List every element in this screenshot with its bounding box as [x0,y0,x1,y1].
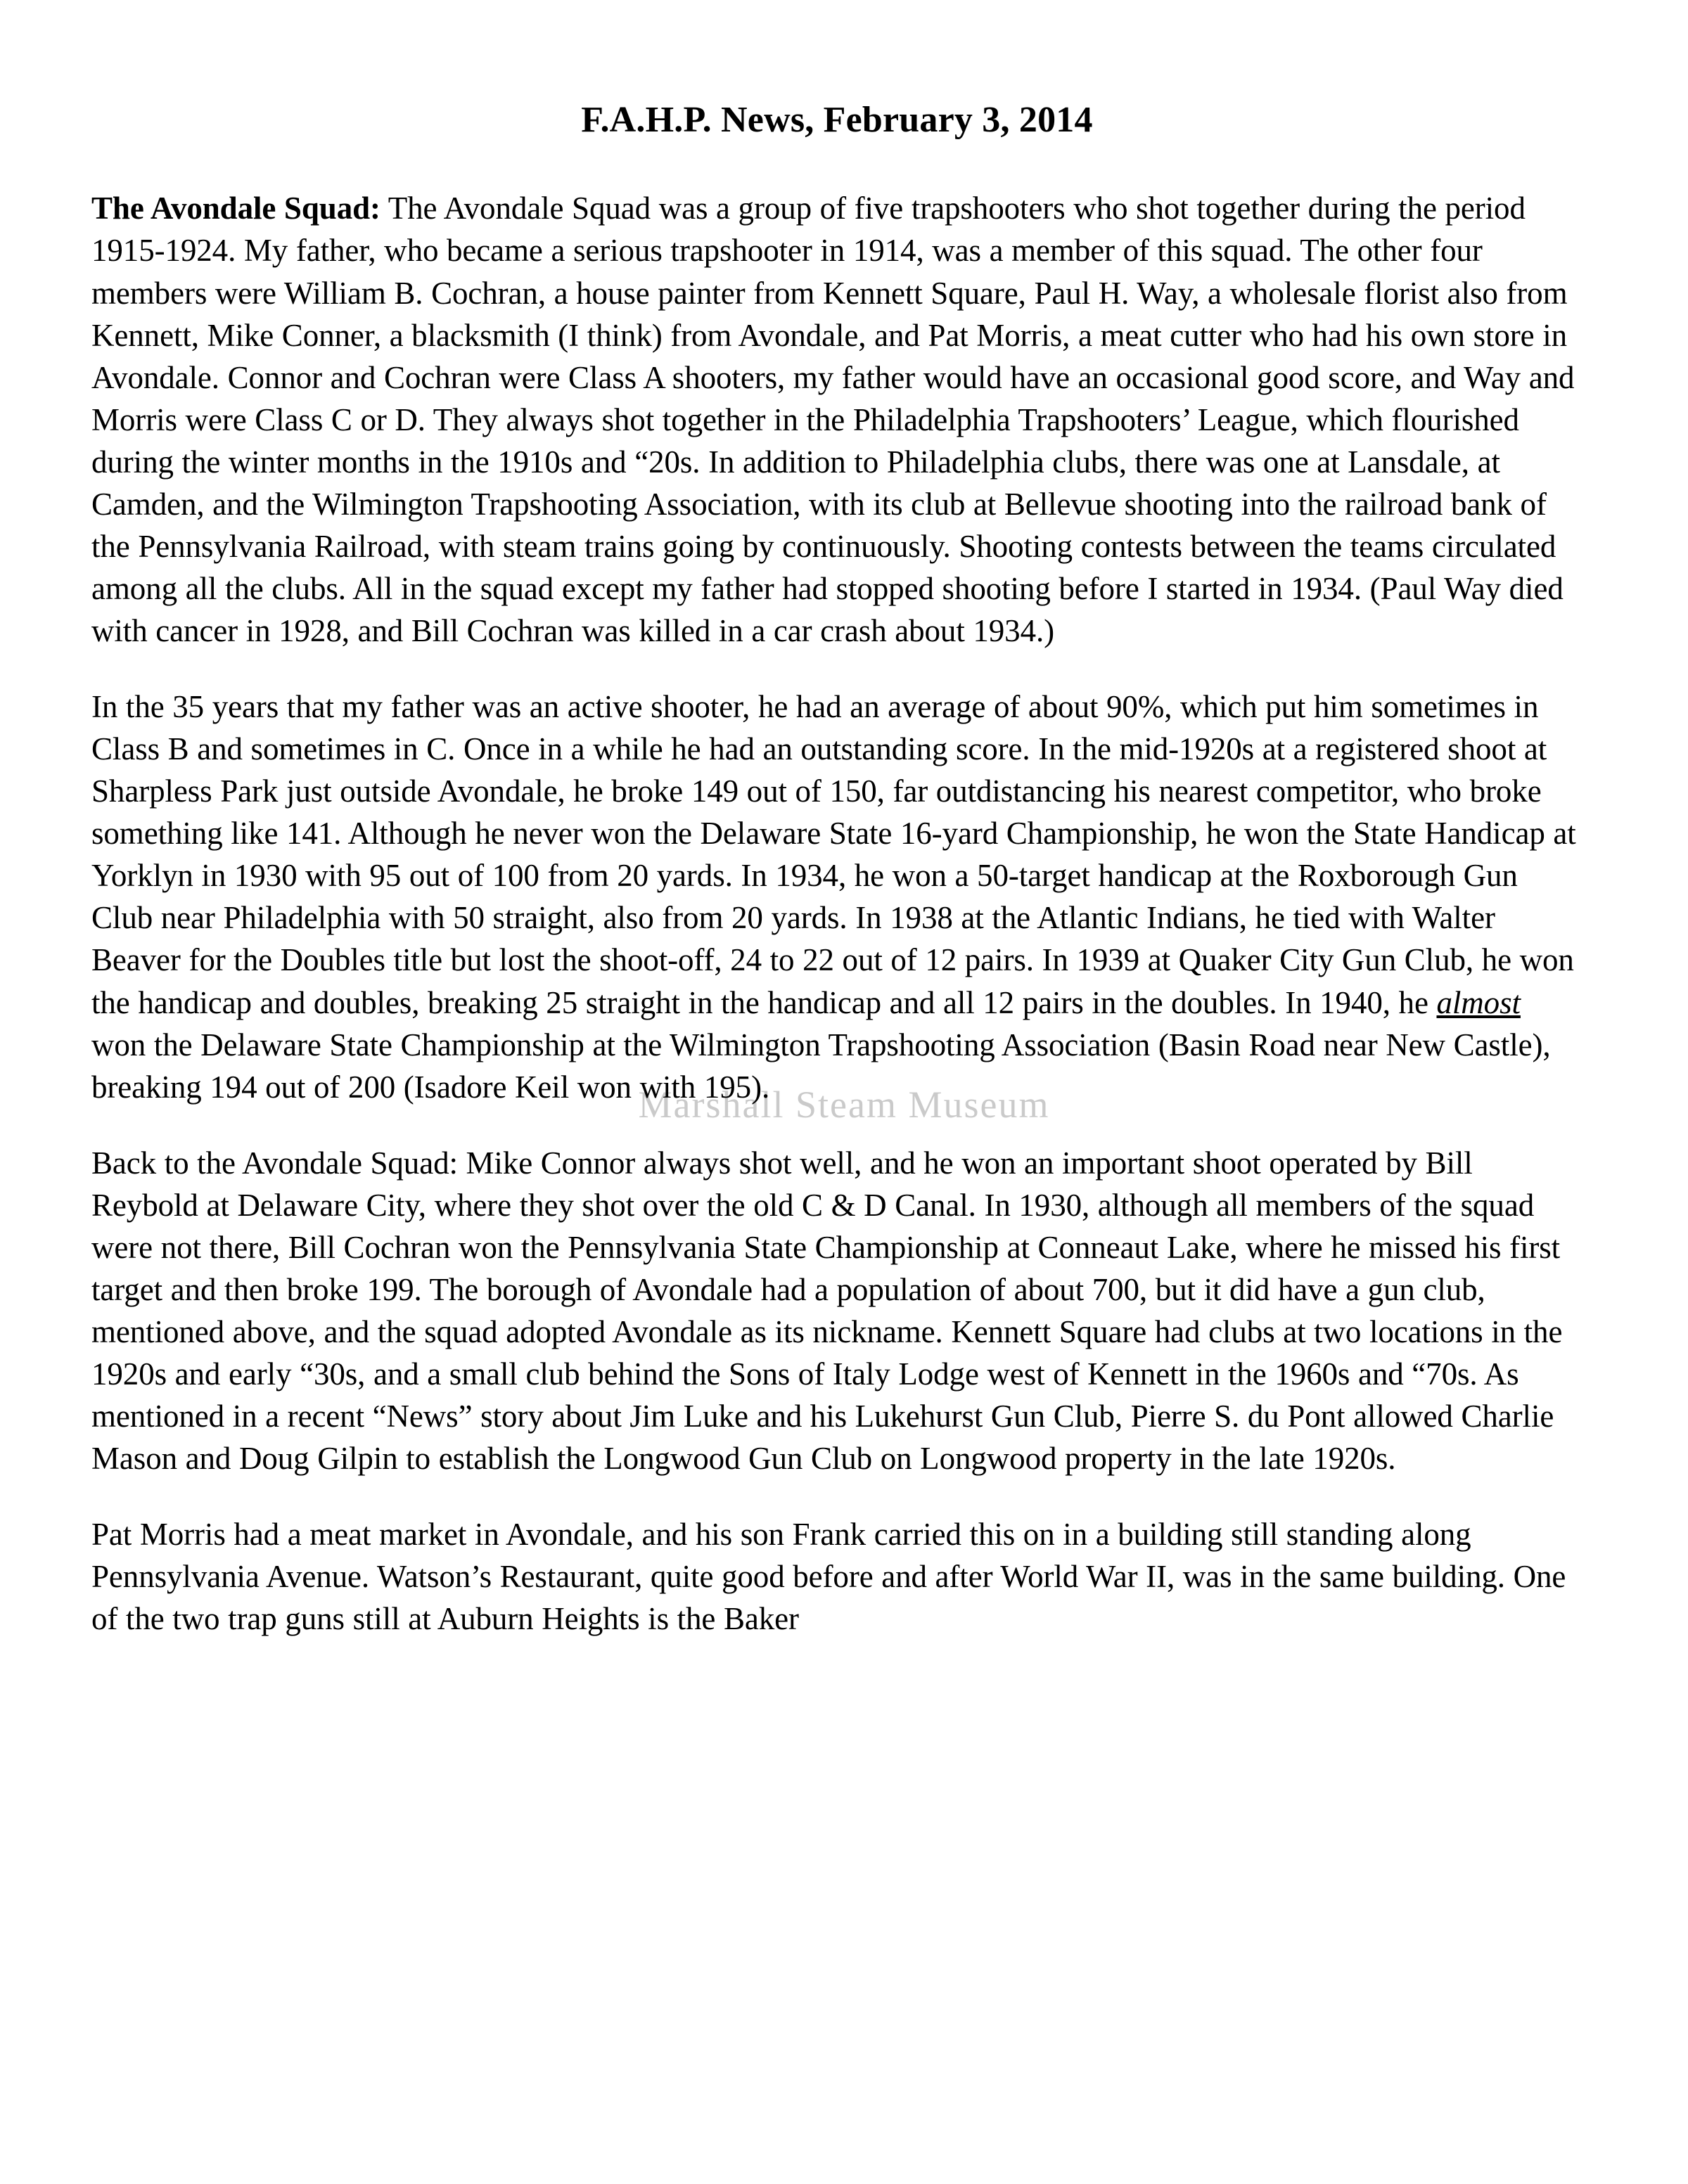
paragraph-shooting-record [91,686,1582,1108]
watermark-text: Marshall Steam Museum [638,1084,1050,1126]
emphasis-almost: almost [1436,984,1521,1020]
paragraph-body-part2: won the Delaware State Championship at the Wilmington Trapshooting Association (Basin Road near New Castle), breaking 194 out of 200 (Isadore Keil won with 195). [91,1027,1551,1105]
document-content [91,98,1582,1640]
paragraph-lead-in: The Avondale Squad: [91,191,381,226]
paragraph-body-part1: In the 35 years that my father was an active shooter, he had an average of about 90%, which put him sometimes in Class B and sometimes in C. Once in a while he had an outstanding score. In the mid-1920s at a registered shoot at Sharpless Park just outside Avondale, he broke 149 out of 150, far outdistancing his nearest competitor, who broke something like 141. Although he never won the Delaware State 16-yard Championship, he won the State Handicap at Yorklyn in 1930 with 95 out of 100 from 20 yards. In 1934, he won a 50-target handicap at the Roxborough Gun Club near Philadelphia with 50 straight, also from 20 yards. In 1938 at the Atlantic Indians, he tied with Walter Beaver for the Doubles title but lost the shoot-off, 24 to 22 out of 12 pairs. In 1939 at Quaker City Gun Club, he won the handicap and doubles, breaking 25 straight in the handicap and all 12 pairs in the doubles. In 1940, he [91,689,1576,1020]
paragraph-avondale-squad [91,187,1582,652]
paragraph-pat-morris: Pat Morris had a meat market in Avondale, and his son Frank carried this on in a building still standing along Pennsylvania Avenue. Watson’s Restaurant, quite good before and after World War II, was in the same building. One of the two trap guns still at Auburn Heights is the Baker [91,1517,1566,1637]
page-title: F.A.H.P. News, February 3, 2014 [581,100,1093,140]
paragraph-body: The Avondale Squad was a group of five trapshooters who shot together during the period 1915-1924. My father, who became a serious trapshooter in 1914, was a member of this squad. The other four members were William B. Cochran, a house painter from Kennett Square, Paul H. Way, a wholesale florist also from Kennett, Mike Conner, a blacksmith (I think) from Avondale, and Pat Morris, a meat cutter who had his own store in Avondale. Connor and Cochran were Class A shooters, my father would have an occasional good score, and Way and Morris were Class C or D. They always shot together in the Philadelphia Trapshooters’ League, which flourished during the winter months in the 1910s and “20s. In addition to Philadelphia clubs, there was one at Lansdale, at Camden, and the Wilmington Trapshooting Association, with its club at Bellevue shooting into the railroad bank of the Pennsylvania Railroad, with steam trains going by continuously. Shooting contests between the teams circulated among all the clubs. All in the squad except my father had stopped shooting before I started in 1934. (Paul Way died with cancer in 1928, and Bill Cochran was killed in a car crash about 1934.) [91,191,1575,649]
paragraph-back-to-squad: Back to the Avondale Squad: Mike Connor always shot well, and he won an important shoot operated by Bill Reybold at Delaware City, where they shot over the old C & D Canal. In 1930, although all members of the squad were not there, Bill Cochran won the Pennsylvania State Championship at Conneaut Lake, where he missed his first target and then broke 199. The borough of Avondale had a population of about 700, but it did have a gun club, mentioned above, and the squad adopted Avondale as its nickname. Kennett Square had clubs at two locations in the 1920s and early “30s, and a small club behind the Sons of Italy Lodge west of Kennett in the 1960s and “70s. As mentioned in a recent “News” story about Jim Luke and his Lukehurst Gun Club, Pierre S. du Pont allowed Charlie Mason and Doug Gilpin to establish the Longwood Gun Club on Longwood property in the late 1920s. [91,1145,1563,1477]
